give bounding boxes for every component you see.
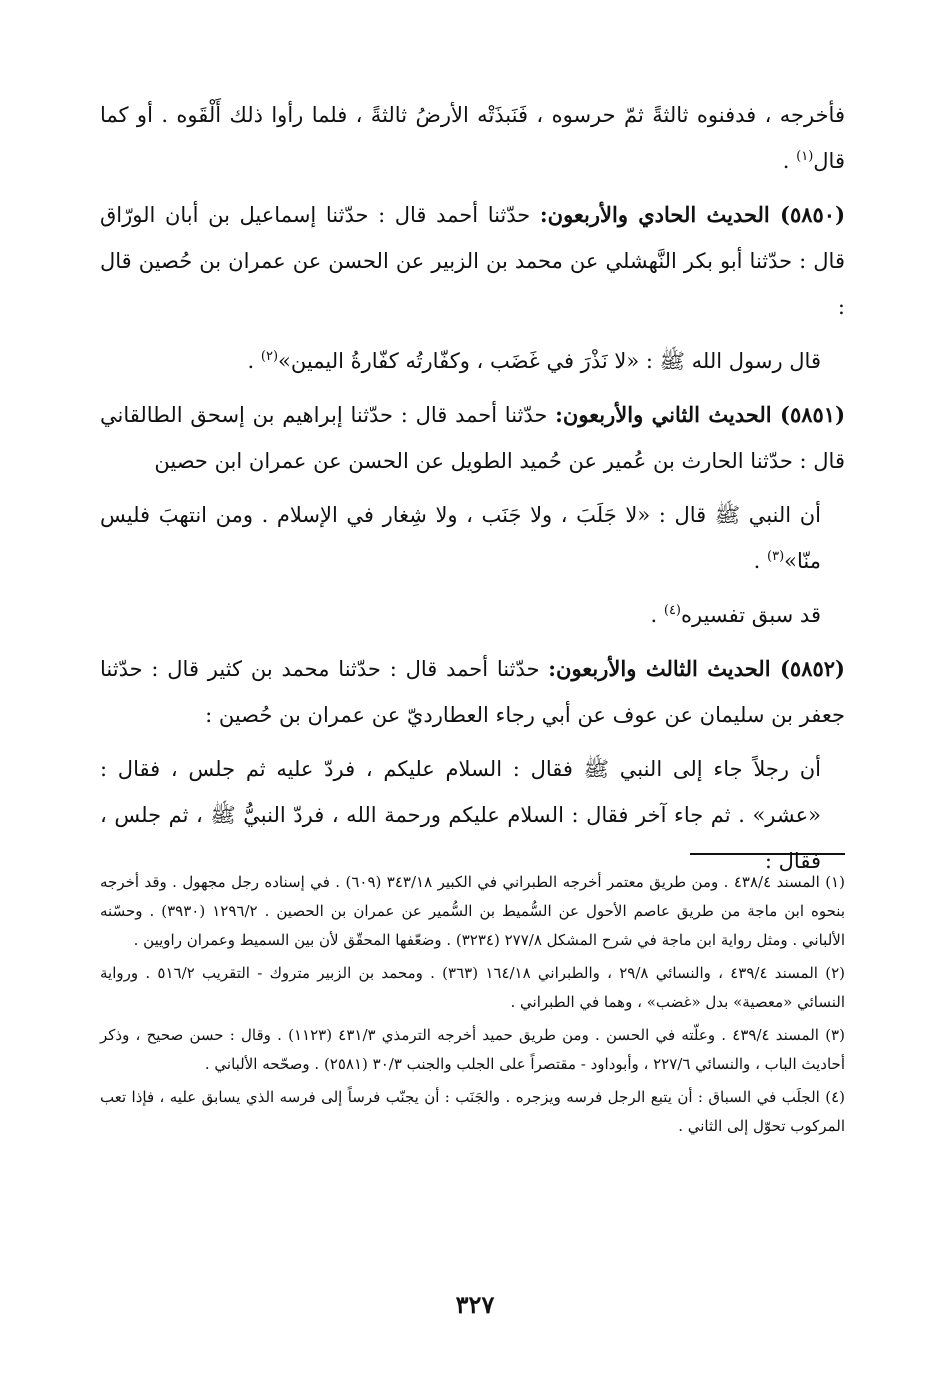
footnote-ref-4: (٤) bbox=[663, 603, 681, 618]
hadith-5850-heading: (٥٨٥٠) الحديث الحادي والأربعون: bbox=[539, 202, 845, 227]
footnote-2: (٢) المسند ٤٣٩/٤ ، والنسائي ٢٩/٨ ، والطبراني ١٦٤/١٨ (٣٦٣) . ومحمد بن الزبير متروك - التقريب ٥١٦/٢ . ورواية النسائي «معصية» بدل «غضب» ، وهما في الطبراني . bbox=[100, 964, 845, 1011]
hadith-5851-matn bbox=[100, 492, 845, 584]
hadith-5852-isnad-text: حدّثنا أحمد قال : حدّثنا محمد بن كثير قال : حدّثنا جعفر بن سليمان عن عوف عن أبي رجاء العطارديّ عن عمران بن حُصين : bbox=[100, 657, 845, 727]
footnote-separator bbox=[690, 853, 845, 855]
hadith-5851-note-text: قد سبق تفسيره bbox=[681, 603, 821, 627]
hadith-5852-matn bbox=[100, 746, 845, 884]
footnote-3: (٣) المسند ٤٣٩/٤ . وعلّته في الحسن . ومن طريق حميد أخرجه الترمذي ٤٣١/٣ (١١٢٣) . وقال : حسن صحيح ، وذكر أحاديث الباب ، والنسائي ٢٢٧/٦ ، وأبوداود - مقتصراً على الجلب والجنب ٣٠/٣ (٢٥٨١) . وصحّحه الألباني . bbox=[100, 1026, 845, 1073]
hadith-5851-isnad bbox=[100, 392, 845, 484]
intro-end: . bbox=[782, 149, 797, 173]
hadith-5850-matn-text: قال رسول الله ﷺ : «لا نَذْرَ في غَضَب ، وكفّارتُه كفّارةُ اليمين» bbox=[278, 349, 821, 373]
hadith-5851-heading: (٥٨٥١) الحديث الثاني والأربعون: bbox=[555, 402, 845, 427]
hadith-5851-matn-text: أن النبي ﷺ قال : «لا جَلَبَ ، ولا جَنَب ، ولا شِغار في الإسلام . ومن انتهبَ فليس منّا» bbox=[100, 503, 821, 573]
page-number: ٣٢٧ bbox=[455, 1290, 495, 1319]
hadith-5851-note-end: . bbox=[650, 603, 664, 627]
footnote-1: (١) المسند ٤٣٨/٤ . ومن طريق معتمر أخرجه الطبراني في الكبير ٣٤٣/١٨ (٦٠٩) . في إسناده رجل مجهول . وقد أخرجه بنحوه ابن ماجة من طريق عاصم الأحول عن السُّميط بن السُّمير عن عمران بن الحصين . ١٢٩٦/٢ (٣٩٣٠) . وحسّنه الألباني . ومثل رواية ابن ماجة في شرح المشكل ٢٧٧/٨ (٣٢٣٤) . وضعّفها المحقّق لأن بين السميط وعمران راويين . bbox=[100, 873, 846, 949]
hadith-5850-isnad-text: حدّثنا أحمد قال : حدّثنا إسماعيل بن أبان الورّاق قال : حدّثنا أبو بكر النَّهشلي عن محمد بن الزبير عن الحسن عن عمران بن حُصين قال : bbox=[100, 203, 845, 319]
hadith-5851-note bbox=[100, 592, 845, 638]
hadith-5851-isnad-text: حدّثنا أحمد قال : حدّثنا إبراهيم بن إسحق الطالقاني قال : حدّثنا الحارث بن عُمير عن حُميد الطويل عن الحسن عن عمران ابن حصين bbox=[100, 403, 845, 473]
hadith-5852-heading: (٥٨٥٢) الحديث الثالث والأربعون: bbox=[548, 656, 845, 681]
intro-text: فأخرجه ، فدفنوه ثالثةً ثمّ حرسوه ، فَنَبذَتْه الأرضُ ثالثةً ، فلما رأوا ذلك أَلْقَوه . أو كما قال bbox=[100, 103, 845, 173]
footnotes bbox=[100, 868, 845, 1145]
footnote-ref-3: (٣) bbox=[767, 549, 785, 564]
intro-paragraph bbox=[100, 92, 845, 184]
hadith-5850-end: . bbox=[247, 349, 261, 373]
hadith-5852-matn-text: أن رجلاً جاء إلى النبي ﷺ فقال : السلام عليكم ، فردّ عليه ثم جلس ، فقال : «عشر» . ثم جاء آخر فقال : السلام عليكم ورحمة الله ، فردّ النبيُّ ﷺ ، ثم جلس ، فقال : bbox=[100, 757, 821, 873]
hadith-5852-isnad bbox=[100, 646, 845, 738]
hadith-5851-end: . bbox=[753, 549, 768, 573]
main-text bbox=[100, 92, 845, 892]
footnote-ref-2: (٢) bbox=[260, 349, 279, 364]
hadith-5850-matn bbox=[100, 338, 845, 384]
footnote-4: (٤) الجلَب في السباق : أن يتبع الرجل فرسه ويزجره . والجَنَب : أن يجنّب فرساً إلى فرسه الذي يسابق عليه ، فإذا تعب المركوب تحوّل إلى الثاني . bbox=[100, 1088, 845, 1135]
footnote-ref-1: (١) bbox=[796, 149, 814, 164]
hadith-5850-isnad bbox=[100, 192, 845, 330]
